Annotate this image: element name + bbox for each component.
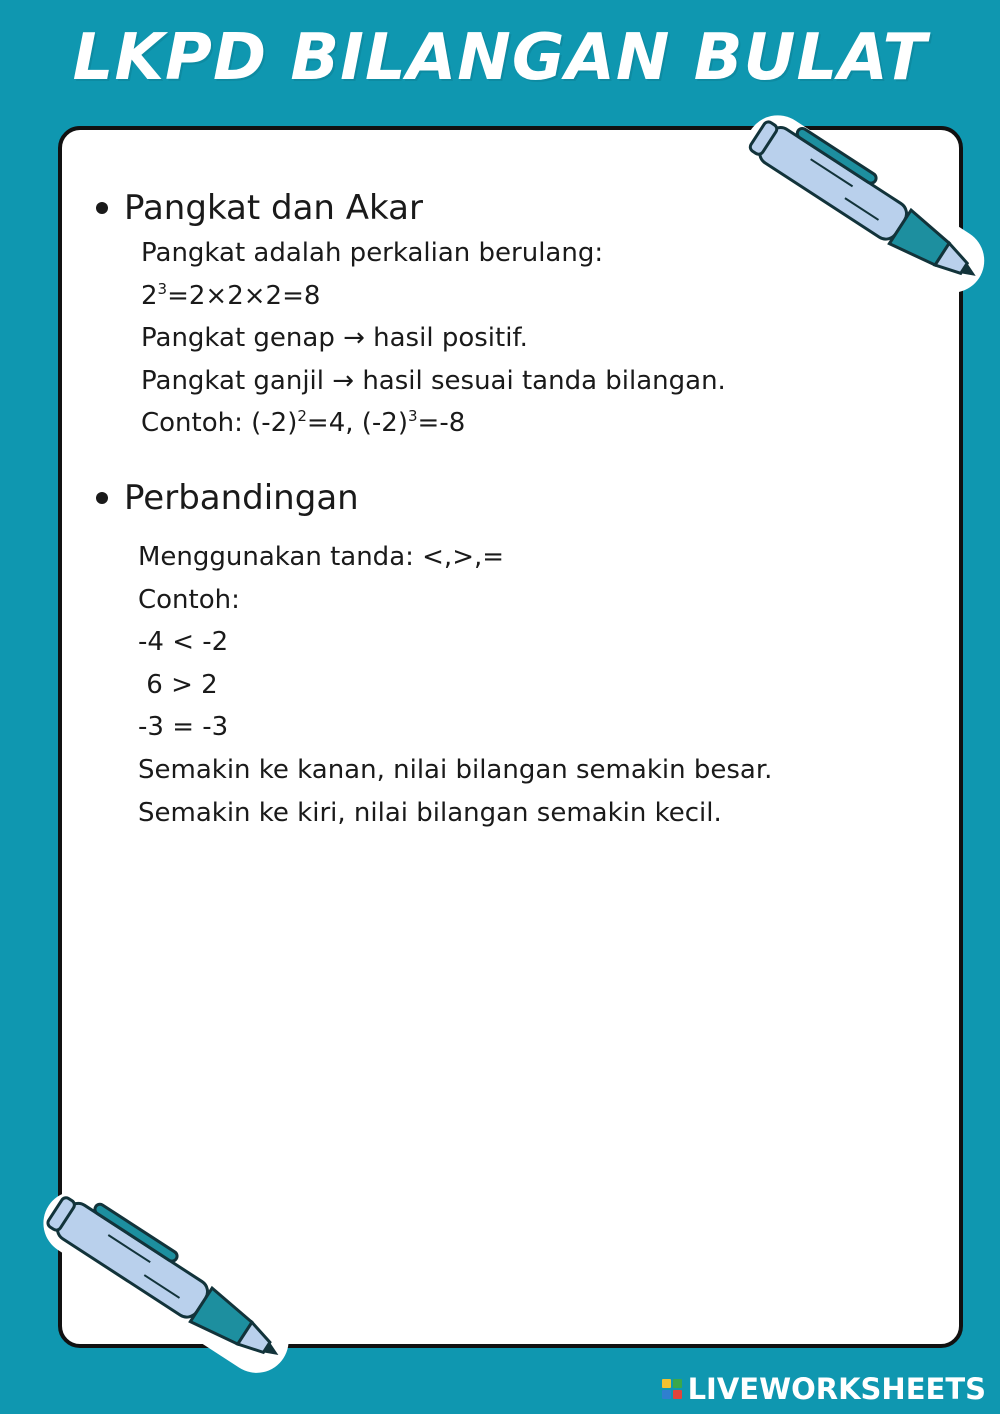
superscript: 2	[297, 407, 307, 426]
text-run: Contoh: (-2)	[141, 408, 298, 439]
body-line: Contoh:	[138, 584, 240, 615]
body-line: Pangkat genap → hasil positif.	[141, 323, 528, 354]
body-line: Semakin ke kanan, nilai bilangan semakin besar.	[138, 754, 773, 785]
bullet-icon	[96, 492, 108, 504]
body-line: -3 = -3	[138, 712, 229, 743]
body-line: Pangkat ganjil → hasil sesuai tanda bilangan.	[141, 365, 726, 396]
section-heading-pangkat	[96, 188, 423, 228]
text-run: 2	[141, 280, 158, 311]
pen-icon	[730, 112, 1000, 297]
body-line: 6 > 2	[138, 669, 218, 700]
body-line: Semakin ke kiri, nilai bilangan semakin kecil.	[138, 797, 722, 828]
page-title: LKPD BILANGAN BULAT	[72, 21, 928, 95]
bullet-icon	[96, 202, 108, 214]
text-run: =-8	[417, 408, 466, 439]
section-heading-text: Pangkat dan Akar	[124, 188, 423, 228]
body-line: Menggunakan tanda: <,>,=	[138, 542, 505, 572]
text-run: =2×2×2=8	[167, 280, 321, 311]
text-run: =4, (-2)	[306, 408, 408, 439]
body-line: Pangkat adalah perkalian berulang:	[141, 238, 604, 268]
superscript: 3	[407, 407, 418, 426]
section-body-perbandingan	[138, 536, 772, 834]
section-body-pangkat	[141, 232, 726, 445]
section-heading-perbandingan	[96, 478, 359, 518]
body-line	[141, 275, 726, 318]
body-line	[141, 402, 726, 445]
pen-icon	[26, 1190, 306, 1375]
superscript: 3	[157, 279, 168, 298]
liveworksheets-logo[interactable]	[662, 1372, 986, 1406]
section-heading-text: Perbandingan	[124, 478, 359, 518]
body-line: -4 < -2	[138, 627, 229, 658]
footer-brand-text: LIVEWORKSHEETS	[687, 1372, 986, 1406]
liveworksheets-logo-icon	[662, 1379, 682, 1399]
